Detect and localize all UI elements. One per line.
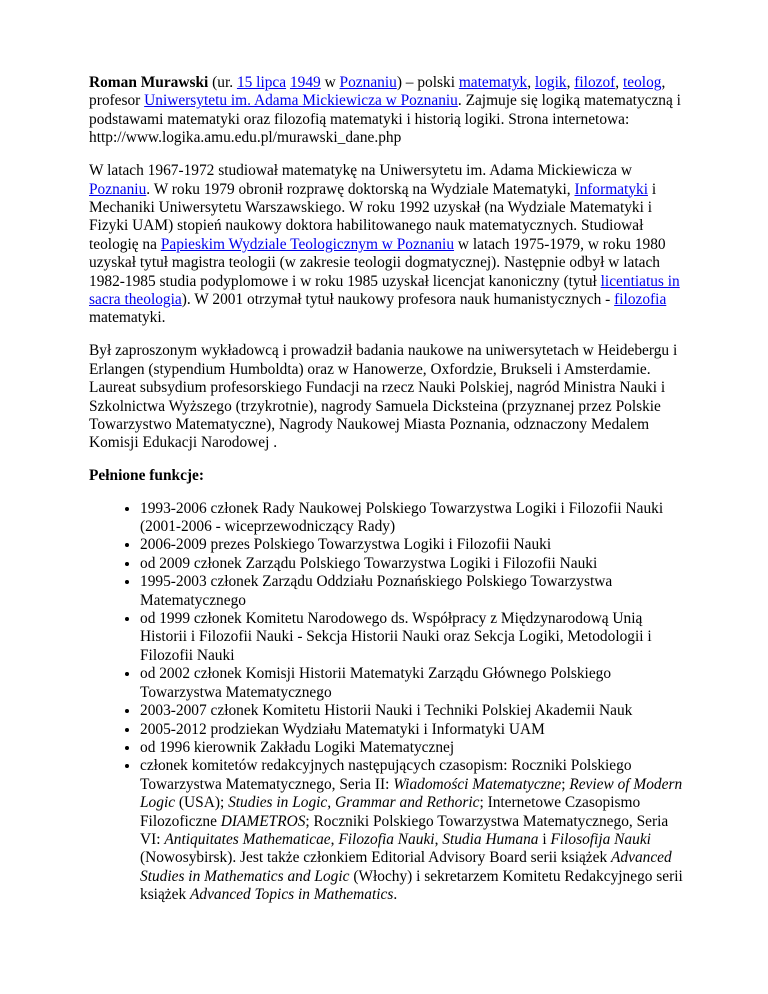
list-item: • 2003-2007 członek Komitetu Historii Nauki i Techniki Polskiej Akademii Nauk: [140, 702, 689, 720]
link-papieski-wydzial[interactable]: Papieskim Wydziale Teologicznym w Poznaniu: [160, 235, 455, 253]
journal-title: Antiquitates Mathematicae: [164, 830, 331, 848]
education-text: ). W 2001 otrzymał tytuł naukowy profesora nauk humanistycznych -: [181, 290, 615, 308]
list-item: • od 1999 członek Komitetu Narodowego ds. Współpracy z Międzynarodową Unią Historii i Filozofii Nauki - Sekcja Historii Nauki oraz Sekcja Logiki, Metodologii i Filozofii Nauki: [140, 610, 689, 665]
book-series-title: Advanced Topics in Mathematics: [190, 886, 394, 904]
link-teolog[interactable]: teolog: [623, 74, 662, 91]
link-poznan-2[interactable]: Poznaniu: [89, 180, 147, 198]
education-text: i Mechaniki Uniwersytetu Warszawskiego. W roku 1992 uzyskał (na Wydziale Matematyki i Fizyki UAM) stopień naukowy doktora habilitowanego nauk matematycznych. Studiował teologię na: [89, 180, 657, 253]
journal-title: Wiadomości Matematyczne: [393, 775, 562, 793]
link-matematyk[interactable]: matematyk: [458, 74, 528, 91]
education-text: W latach 1967-1972 studiował matematykę na Uniwersytetu im. Adama Mickiewicza w: [89, 162, 632, 180]
list-item-text: (Włochy) i sekretarzem Komitetu Redakcyjnego serii książek: [140, 867, 683, 904]
list-item-text: (Nowosybirsk). Jest także członkiem Editorial Advisory Board serii książek: [140, 849, 612, 867]
list-item-text: ; Roczniki Polskiego Towarzystwa Matematycznego, Seria VI:: [140, 812, 669, 848]
document-page: [89, 74, 689, 905]
link-informatyki[interactable]: Informatyki: [574, 180, 648, 198]
education-paragraph: [89, 162, 689, 328]
link-birth-year[interactable]: 1949: [289, 74, 321, 91]
career-paragraph: Był zaproszonym wykładowcą i prowadził badania naukowe na uniwersytetach w Heidebergu i Erlangen (stypendium Humboldta) oraz w Hanowerze, Oxfordzie, Brukseli i Amsterdamie. Laureat subsydium profesorskiego Fundacji na rzecz Nauki Polskiej, nagród Ministra Nauki i Szkolnictwa Wyższego (trzykrotnie), nagrody Samuela Dicksteina (przyznanej przez Polskie Towarzystwo Matematyczne), Nagrody Naukowej Miasta Poznania, odznaczony Medalem Komisji Edukacji Narodowej .: [89, 342, 678, 452]
intro-text: ,: [615, 74, 623, 91]
journal-title: Studies in Logic, Grammar and Rethoric: [228, 794, 480, 812]
intro-text: . Zajmuje się logiką matematyczną i podstawami matematyki oraz filozofią matematyki i historią logiki. Strona internetowa: http://www.logika.amu.edu.pl/murawski_dane.php: [89, 92, 681, 147]
list-item: • 1993-2006 członek Rady Naukowej Polskiego Towarzystwa Logiki i Filozofii Nauki (2001-2006 - wiceprzewodniczący Rady): [140, 500, 689, 537]
journal-title: Studia Humana: [442, 830, 539, 848]
education-text: matematyki.: [89, 309, 166, 327]
list-item-text: członek komitetów redakcyjnych następujących czasopism: Roczniki Polskiego Towarzystwa Matematycznego, Seria II:: [140, 757, 632, 793]
intro-text: ,: [566, 74, 575, 91]
link-filozof[interactable]: filozof: [574, 74, 616, 91]
list-item-text: i: [538, 830, 551, 848]
journal-title: Review of Modern Logic: [140, 775, 683, 812]
functions-list: [89, 500, 689, 905]
list-item: • 2005-2012 prodziekan Wydziału Matematyki i Informatyki UAM: [140, 721, 689, 739]
link-filozofia[interactable]: filozofia: [614, 290, 667, 308]
person-name: Roman Murawski: [89, 74, 209, 91]
intro-paragraph: [89, 74, 689, 148]
list-item: • 1995-2003 członek Zarządu Oddziału Poznańskiego Polskiego Towarzystwa Matematycznego: [140, 573, 689, 610]
list-item: • od 1996 kierownik Zakładu Logiki Matematycznej: [140, 739, 689, 757]
journal-title: DIAMETROS: [220, 812, 306, 830]
intro-text: ) – polski: [396, 74, 459, 91]
education-text: w latach 1975-1979, w roku 1980 uzyskał tytuł magistra teologii (w zakresie teologii dogmatycznej). Następnie odbył w latach 1982-1985 studia podyplomowe i w roku 1985 uzyskał licencjat kanoniczny (tytuł: [89, 235, 666, 290]
list-item: • 2006-2009 prezes Polskiego Towarzystwa Logiki i Filozofii Nauki: [140, 536, 689, 554]
list-item-text: ,: [330, 830, 339, 848]
list-item: • od 2002 członek Komisji Historii Matematyki Zarządu Głównego Polskiego Towarzystwa Matematycznego: [140, 665, 689, 702]
link-poznan[interactable]: Poznaniu: [339, 74, 397, 91]
book-series-title: Advanced Studies in Mathematics and Logic: [140, 849, 672, 885]
functions-heading: Pełnione funkcje:: [89, 467, 204, 485]
intro-text: w: [320, 74, 340, 91]
link-birth-date[interactable]: 15 lipca: [236, 74, 287, 91]
link-university[interactable]: Uniwersytetu im. Adama Mickiewicza w Poznaniu: [144, 92, 458, 110]
list-item: • od 2009 członek Zarządu Polskiego Towarzystwa Logiki i Filozofii Nauki: [140, 555, 689, 573]
link-licentiatus[interactable]: licentiatus in sacra theologia: [89, 272, 680, 308]
intro-text: (ur.: [208, 74, 237, 91]
list-item-text: (USA);: [175, 794, 229, 812]
intro-text: ,: [527, 74, 535, 91]
list-item-editorial-boards: [140, 757, 689, 904]
intro-text: , profesor: [89, 74, 666, 110]
education-text: . W roku 1979 obronił rozprawę doktorską na Wydziale Matematyki,: [146, 180, 575, 198]
journal-title: Filozofia Nauki: [338, 830, 435, 848]
list-item-text: ;: [561, 775, 570, 793]
link-logik[interactable]: logik: [534, 74, 567, 91]
list-item-text: .: [393, 886, 398, 904]
list-item-text: ,: [434, 830, 443, 848]
journal-title: Filosofija Nauki: [550, 830, 651, 848]
list-item-text: ; Internetowe Czasopismo Filozoficzne: [140, 794, 641, 830]
